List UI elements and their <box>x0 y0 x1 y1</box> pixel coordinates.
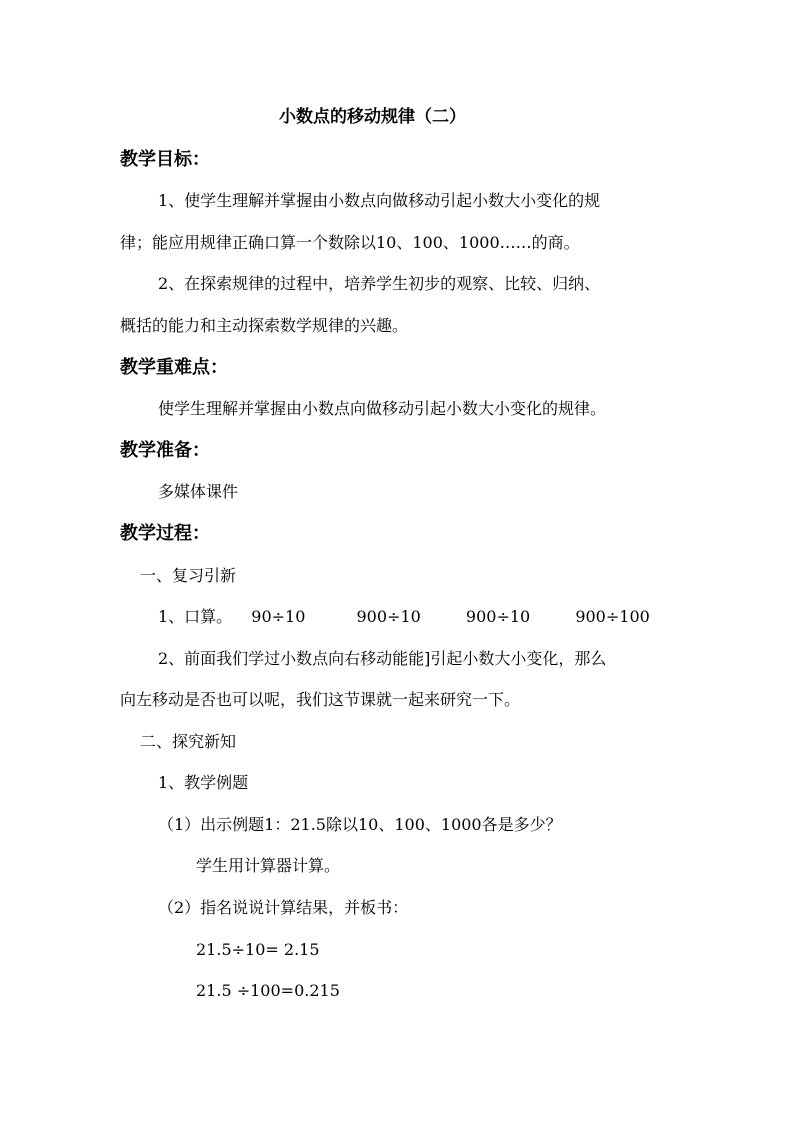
calc-4: 900÷100 <box>575 607 650 626</box>
part-2-step-1: （1）出示例题1：21.5除以10、100、1000各是多少？ <box>158 815 562 834</box>
part-1-item-2-line-1: 2、前面我们学过小数点向右移动能能]引起小数大小变化，那么 <box>158 649 607 668</box>
part-1-title: 一、复习引新 <box>140 566 237 585</box>
objective-1-line-1: 1、使学生理解并掌握由小数点向做移动引起小数大小变化的规 <box>158 191 601 210</box>
part-1-item-2-line-2: 向左移动是否也可以呢，我们这节课就一起来研究一下。 <box>120 690 521 709</box>
process-heading: 教学过程： <box>120 523 210 544</box>
mental-math-label: 1、口算。 <box>158 607 233 626</box>
part-2-item-1: 1、教学例题 <box>158 773 249 792</box>
calc-1: 90÷10 <box>251 607 306 626</box>
part-2-step-2: （2）指名说说计算结果，并板书： <box>158 898 409 917</box>
preparation-heading: 教学准备： <box>120 440 210 461</box>
key-points-heading: 教学重难点： <box>120 357 228 378</box>
preparation-text: 多媒体课件 <box>158 482 239 501</box>
part-2-step-1-note: 学生用计算器计算。 <box>196 856 341 875</box>
objective-2-line-2: 概括的能力和主动探索数学规律的兴趣。 <box>120 316 409 335</box>
document-title: 小数点的移动规律（二） <box>279 107 466 127</box>
equation-1: 21.5÷10= 2.15 <box>196 940 320 959</box>
calc-2: 900÷10 <box>356 607 421 626</box>
objective-1-line-2: 律；能应用规律正确口算一个数除以10、100、1000……的商。 <box>120 233 580 252</box>
equation-2: 21.5 ÷100=0.215 <box>196 981 340 1000</box>
objectives-heading: 教学目标： <box>120 149 210 170</box>
calc-3: 900÷10 <box>465 607 531 626</box>
mental-math-row <box>158 607 650 627</box>
key-points-text: 使学生理解并掌握由小数点向做移动引起小数大小变化的规律。 <box>158 399 607 418</box>
part-2-title: 二、探究新知 <box>140 732 237 751</box>
objective-2-line-1: 2、在探索规律的过程中，培养学生初步的观察、比较、归纳、 <box>158 274 601 293</box>
